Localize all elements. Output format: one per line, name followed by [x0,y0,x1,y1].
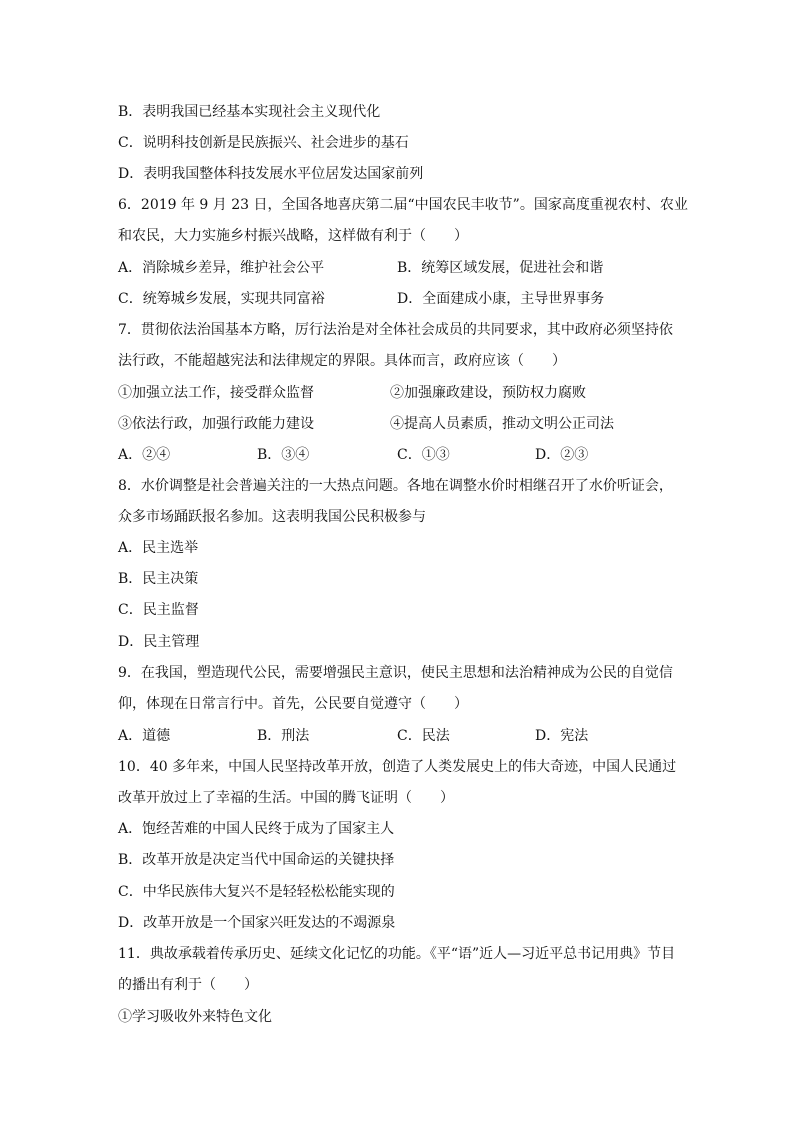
q10-option-a: A．饱经苦难的中国人民终于成为了国家主人 [118,821,395,837]
q10-option-b: B．改革开放是决定当代中国命运的关键抉择 [118,852,395,868]
q11-statement-1: ①学习吸收外来特色文化 [118,1009,272,1025]
q10-option-d: D．改革开放是一个国家兴旺发达的不竭源泉 [118,915,396,931]
q7-option-d: D．②③ [535,447,589,463]
q8-option-c: C．民主监督 [118,602,199,618]
q6-stem-line2: 和农民，大力实施乡村振兴战略，这样做有利于（ ） [118,228,468,244]
q9-option-b: B．刑法 [257,728,310,744]
q7-statement-3: ③依法行政，加强行政能力建设 [118,416,314,432]
q10-stem-line1: 10．40 多年来，中国人民坚持改革开放，创造了人类发展史上的伟大奇迹，中国人民通过 [118,759,677,775]
q9-option-d: D．宪法 [535,728,589,744]
q7-stem-line1: 7．贯彻依法治国基本方略，厉行法治是对全体社会成员的共同要求，其中政府必须坚持依 [118,322,673,338]
q7-option-c: C．①③ [397,447,450,463]
q5-option-d: D．表明我国整体科技发展水平位居发达国家前列 [118,166,424,182]
q10-option-c: C．中华民族伟大复兴不是轻轻松松能实现的 [118,884,395,900]
q8-stem-line1: 8．水价调整是社会普遍关注的一大热点问题。各地在调整水价时相继召开了水价听证会， [118,478,673,494]
q7-statement-4: ④提高人员素质，推动文明公正司法 [390,416,614,432]
q8-stem-line2: 众多市场踊跃报名参加。这表明我国公民积极参与 [118,509,426,525]
q10-stem-line2: 改革开放过上了幸福的生活。中国的腾飞证明（ ） [118,790,454,806]
q7-option-b: B．③④ [257,447,310,463]
q7-statement-1: ①加强立法工作，接受群众监督 [118,385,314,401]
q5-option-c: C．说明科技创新是民族振兴、社会进步的基石 [118,135,409,151]
q9-option-c: C．民法 [397,728,450,744]
q6-stem-line1: 6．2019 年 9 月 23 日，全国各地喜庆第二届“中国农民丰收节”。国家高度重视农村、农业 [118,197,688,213]
q6-option-a: A．消除城乡差异，维护社会公平 [118,260,325,276]
q9-stem-line1: 9．在我国，塑造现代公民，需要增强民主意识，使民主思想和法治精神成为公民的自觉信 [118,665,673,681]
q7-option-a: A．②④ [118,447,171,463]
q7-stem-line2: 法行政，不能超越宪法和法律规定的界限。具体而言，政府应该（ ） [118,353,566,369]
q8-option-a: A．民主选举 [118,540,199,556]
q6-option-d: D．全面建成小康，主导世界事务 [397,291,605,307]
q9-stem-line2: 仰，体现在日常言行中。首先，公民要自觉遵守（ ） [118,696,468,712]
q8-option-b: B．民主决策 [118,571,199,587]
q6-option-c: C．统筹城乡发展，实现共同富裕 [118,291,325,307]
q11-stem-line2: 的播出有利于（ ） [118,977,258,993]
q6-option-b: B．统筹区域发展，促进社会和谐 [397,260,604,276]
q7-statement-2: ②加强廉政建设，预防权力腐败 [390,385,586,401]
q5-option-b: B．表明我国已经基本实现社会主义现代化 [118,104,381,120]
q9-option-a: A．道德 [118,728,171,744]
q8-option-d: D．民主管理 [118,634,200,650]
q11-stem-line1: 11．典故承载着传承历史、延续文化记忆的功能。《平“语”近人—习近平总书记用典》节目 [118,946,676,962]
